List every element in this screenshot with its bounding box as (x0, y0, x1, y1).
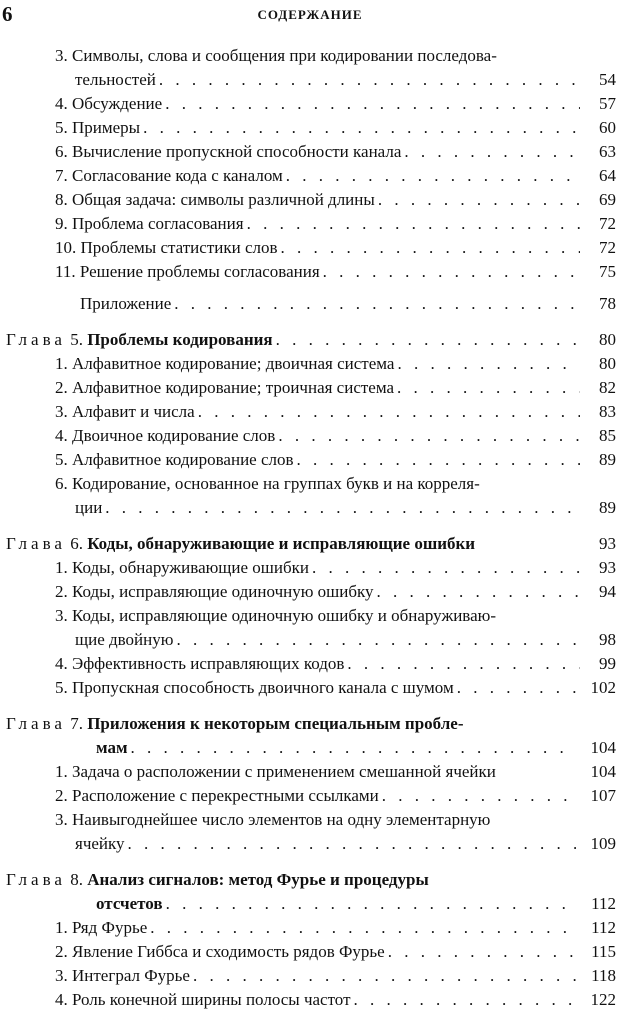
entry-title: Анализ сигналов: метод Фурье и процедуры (87, 870, 429, 889)
entry-title-first-line (6, 868, 576, 892)
entry-title: тельностей (75, 70, 156, 89)
toc-section-entry[interactable] (0, 784, 620, 808)
entry-number: 8. (55, 190, 68, 209)
entry-title-continuation (96, 736, 128, 760)
entry-number: 3. (55, 966, 68, 985)
entry-number: 2. (55, 786, 68, 805)
entry-line (55, 116, 580, 140)
entry-number: 7. (70, 714, 83, 733)
entry-text (55, 580, 374, 604)
toc-section-entry[interactable] (0, 212, 620, 236)
entry-text (55, 164, 283, 188)
entry-number: 1. (55, 918, 68, 937)
entry-line (55, 376, 580, 400)
running-head: СОДЕРЖАНИЕ (257, 7, 363, 22)
entry-number: 6. (55, 142, 68, 161)
entry-line (55, 760, 576, 784)
entry-title: Роль конечной ширины полосы частот (72, 990, 351, 1009)
entry-title: Обсуждение (72, 94, 163, 113)
toc-section-entry[interactable] (0, 472, 620, 520)
entry-number: 6. (55, 474, 68, 493)
entry-number: 1. (55, 558, 68, 577)
entry-line (55, 988, 576, 1012)
leader-dots (454, 676, 576, 700)
entry-number: 11. (55, 262, 76, 281)
entry-line (55, 188, 580, 212)
leader-dots (140, 116, 580, 140)
page-ref: 72 (599, 238, 616, 257)
entry-title-last-line (6, 736, 576, 760)
page-ref: 118 (591, 966, 616, 985)
entry-number: 2. (55, 942, 68, 961)
leader-dots (244, 212, 580, 236)
entry-text (55, 376, 394, 400)
toc-section-entry[interactable] (0, 808, 620, 856)
entry-number: 2. (55, 378, 68, 397)
entry-text (55, 260, 320, 284)
toc-section-entry[interactable] (0, 236, 620, 260)
entry-line (55, 92, 580, 116)
toc-chapter-entry[interactable] (0, 868, 620, 916)
page-ref: 78 (599, 294, 616, 313)
entry-number: 8. (70, 870, 83, 889)
entry-text (55, 988, 351, 1012)
entry-title: Алфавитное кодирование; двоичная система (72, 354, 395, 373)
entry-title: Эффективность исправляющих кодов (72, 654, 345, 673)
leader-dots (375, 188, 580, 212)
entry-number: 3. (55, 402, 68, 421)
leader-dots (344, 652, 580, 676)
entry-number: 7. (55, 166, 68, 185)
page-header (0, 0, 620, 30)
entry-title: Проблема согласования (72, 214, 244, 233)
entry-title: Коды, обнаруживающие ошибки (72, 558, 309, 577)
entry-number: 1. (55, 762, 68, 781)
leader-dots (394, 352, 580, 376)
table-of-contents (0, 44, 620, 1012)
entry-text (55, 916, 147, 940)
page-ref: 102 (590, 678, 616, 697)
page-ref: 54 (599, 70, 616, 89)
toc-section-entry[interactable] (0, 400, 620, 424)
page-ref: 98 (599, 630, 616, 649)
entry-title: ции (75, 498, 103, 517)
leader-dots (385, 940, 576, 964)
entry-text (55, 676, 454, 700)
entry-line (55, 940, 576, 964)
entry-text (80, 292, 171, 316)
toc-section-entry[interactable] (0, 604, 620, 652)
entry-title-continuation (96, 892, 163, 916)
page-ref: 93 (599, 534, 616, 553)
entry-text (55, 940, 385, 964)
toc-appendix-entry[interactable] (0, 292, 620, 316)
entry-text (55, 760, 496, 784)
entry-title: Коды, исправляющие одиночную ошибку (72, 582, 374, 601)
entry-title-first-line (55, 472, 580, 496)
entry-text (55, 92, 162, 116)
entry-text (55, 212, 244, 236)
entry-title: Примеры (72, 118, 141, 137)
toc-chapter-entry[interactable] (0, 532, 620, 556)
entry-title: Символы, слова и сообщения при кодировании последова- (72, 46, 497, 65)
entry-line (6, 532, 580, 556)
page-ref: 80 (599, 354, 616, 373)
page-ref: 107 (590, 786, 616, 805)
entry-text (55, 556, 309, 580)
toc-section-entry[interactable] (0, 188, 620, 212)
entry-text (55, 116, 140, 140)
leader-dots (195, 400, 580, 424)
entry-number: 1. (55, 354, 68, 373)
entry-number: 3. (55, 46, 68, 65)
leader-dots (171, 292, 580, 316)
entry-title-last-line (55, 628, 580, 652)
leader-dots (309, 556, 580, 580)
page-number: 6 (2, 2, 13, 26)
leader-dots (374, 580, 580, 604)
entry-title: щие двойную (75, 630, 174, 649)
page-ref: 112 (591, 918, 616, 937)
entry-text (6, 532, 475, 556)
entry-line (55, 964, 576, 988)
page-ref: 115 (591, 942, 616, 961)
page-ref: 112 (591, 894, 616, 913)
entry-line (55, 580, 580, 604)
entry-text (55, 140, 401, 164)
entry-number: 3. (55, 606, 68, 625)
chapter-label: Глава (6, 870, 66, 889)
toc-section-entry[interactable] (0, 760, 620, 784)
entry-title: Общая задача: символы различной длины (72, 190, 375, 209)
entry-line (55, 676, 576, 700)
toc-section-entry[interactable] (0, 92, 620, 116)
leader-dots (294, 448, 580, 472)
entry-title: Коды, обнаруживающие и исправляющие ошибки (87, 534, 476, 553)
page-ref: 60 (599, 118, 616, 137)
toc-section-entry[interactable] (0, 964, 620, 988)
entry-title-first-line (55, 808, 576, 832)
chapter-label: Глава (6, 534, 66, 553)
toc-section-entry[interactable] (0, 260, 620, 284)
toc-section-entry[interactable] (0, 940, 620, 964)
toc-section-entry[interactable] (0, 652, 620, 676)
entry-title: Алфавитное кодирование слов (72, 450, 294, 469)
page-ref: 89 (599, 498, 616, 517)
page-ref: 57 (599, 94, 616, 113)
entry-text (6, 328, 273, 352)
toc-chapter-entry[interactable] (0, 712, 620, 760)
toc-section-entry[interactable] (0, 916, 620, 940)
entry-text (55, 424, 275, 448)
entry-title: Наивыгоднейшее число элементов на одну элементарную (72, 810, 491, 829)
leader-dots (351, 988, 576, 1012)
entry-title: Алфавит и числа (72, 402, 195, 421)
entry-text (55, 652, 344, 676)
entry-title: ячейку (75, 834, 125, 853)
entry-number: 5. (55, 678, 68, 697)
entry-line (55, 400, 580, 424)
entry-number: 10. (55, 238, 77, 257)
leader-dots (190, 964, 576, 988)
entry-text (55, 236, 278, 260)
entry-title-last-line (55, 496, 580, 520)
toc-section-entry[interactable] (0, 424, 620, 448)
leader-dots (401, 140, 580, 164)
entry-title: Пропускная способность двоичного канала с шумом (72, 678, 454, 697)
leader-dots (173, 628, 580, 652)
entry-line (55, 352, 580, 376)
entry-title: Задача о расположении с применением смешанной ячейки (72, 762, 496, 781)
entry-title-last-line (55, 68, 580, 92)
toc-section-entry[interactable] (0, 988, 620, 1012)
entry-title: Кодирование, основанное на группах букв и на корреля- (72, 474, 480, 493)
leader-dots (156, 68, 580, 92)
page-ref: 104 (590, 738, 616, 757)
leader-dots (128, 736, 576, 760)
page-ref: 63 (599, 142, 616, 161)
entry-line (55, 784, 576, 808)
entry-number: 4. (55, 94, 68, 113)
entry-number: 4. (55, 426, 68, 445)
entry-title: Двоичное кодирование слов (72, 426, 276, 445)
page-ref: 80 (599, 330, 616, 349)
toc-section-entry[interactable] (0, 140, 620, 164)
entry-number: 9. (55, 214, 68, 233)
entry-title: мам (96, 738, 128, 757)
entry-title: Приложение (80, 294, 172, 313)
page-ref: 93 (599, 558, 616, 577)
leader-dots (273, 328, 580, 352)
entry-title-continuation (75, 496, 102, 520)
toc-section-entry[interactable] (0, 376, 620, 400)
entry-number: 3. (55, 810, 68, 829)
entry-line (6, 328, 580, 352)
entry-line (55, 448, 580, 472)
chapter-label: Глава (6, 714, 66, 733)
page-ref: 69 (599, 190, 616, 209)
entry-number: 5. (55, 450, 68, 469)
entry-title-first-line (55, 44, 580, 68)
toc-chapter-entry[interactable] (0, 328, 620, 352)
toc-section-entry[interactable] (0, 164, 620, 188)
entry-title: Расположение с перекрестными ссылками (72, 786, 379, 805)
leader-dots (125, 832, 576, 856)
leader-dots (147, 916, 576, 940)
page-ref: 72 (599, 214, 616, 233)
entry-title: Алфавитное кодирование; троичная система (72, 378, 395, 397)
entry-title: Решение проблемы согласования (79, 262, 320, 281)
entry-title-last-line (6, 892, 576, 916)
leader-dots (394, 376, 580, 400)
entry-line (55, 424, 580, 448)
page-ref: 99 (599, 654, 616, 673)
entry-text (55, 188, 375, 212)
entry-title: Вычисление пропускной способности канала (72, 142, 402, 161)
page-ref: 85 (599, 426, 616, 445)
entry-title: Явление Гиббса и сходимость рядов Фурье (72, 942, 385, 961)
leader-dots (162, 92, 580, 116)
leader-dots (320, 260, 580, 284)
toc-section-entry[interactable] (0, 676, 620, 700)
entry-title-continuation (75, 628, 173, 652)
entry-line (80, 292, 580, 316)
leader-dots (102, 496, 580, 520)
entry-line (55, 260, 580, 284)
leader-dots (283, 164, 580, 188)
entry-number: 5. (70, 330, 83, 349)
entry-line (55, 212, 580, 236)
toc-section-entry[interactable] (0, 448, 620, 472)
page-ref: 83 (599, 402, 616, 421)
page-ref: 75 (599, 262, 616, 281)
entry-title-last-line (55, 832, 576, 856)
entry-title-continuation (75, 832, 125, 856)
entry-number: 4. (55, 654, 68, 673)
entry-title: Коды, исправляющие одиночную ошибку и обнаруживаю- (72, 606, 497, 625)
entry-text (55, 964, 190, 988)
toc-section-entry[interactable] (0, 44, 620, 92)
chapter-label: Глава (6, 330, 66, 349)
entry-title: Проблемы статистики слов (80, 238, 278, 257)
leader-dots (163, 892, 576, 916)
entry-line (55, 140, 580, 164)
toc-section-entry[interactable] (0, 556, 620, 580)
leader-dots (275, 424, 580, 448)
entry-line (55, 916, 576, 940)
entry-line (55, 164, 580, 188)
entry-number: 4. (55, 990, 68, 1009)
page-ref: 109 (590, 834, 616, 853)
toc-section-entry[interactable] (0, 580, 620, 604)
entry-title: Согласование кода с каналом (72, 166, 283, 185)
page-ref: 82 (599, 378, 616, 397)
entry-title: Интеграл Фурье (72, 966, 190, 985)
page-ref: 94 (599, 582, 616, 601)
page-ref: 64 (599, 166, 616, 185)
leader-dots (379, 784, 576, 808)
entry-text (55, 352, 394, 376)
entry-title-first-line (6, 712, 576, 736)
entry-number: 5. (55, 118, 68, 137)
page-ref: 122 (590, 990, 616, 1009)
leader-dots (278, 236, 580, 260)
entry-text (55, 784, 379, 808)
entry-title: Приложения к некоторым специальным пробле- (87, 714, 464, 733)
page-ref: 89 (599, 450, 616, 469)
entry-title-continuation (75, 68, 156, 92)
toc-section-entry[interactable] (0, 352, 620, 376)
entry-title: Ряд Фурье (72, 918, 148, 937)
entry-text (55, 400, 195, 424)
entry-title-first-line (55, 604, 580, 628)
page-ref: 104 (590, 762, 616, 781)
entry-line (55, 556, 580, 580)
entry-number: 2. (55, 582, 68, 601)
entry-text (55, 448, 294, 472)
toc-section-entry[interactable] (0, 116, 620, 140)
entry-line (55, 652, 580, 676)
entry-title: Проблемы кодирования (87, 330, 273, 349)
entry-number: 6. (70, 534, 83, 553)
entry-line (55, 236, 580, 260)
entry-title: отсчетов (96, 894, 163, 913)
